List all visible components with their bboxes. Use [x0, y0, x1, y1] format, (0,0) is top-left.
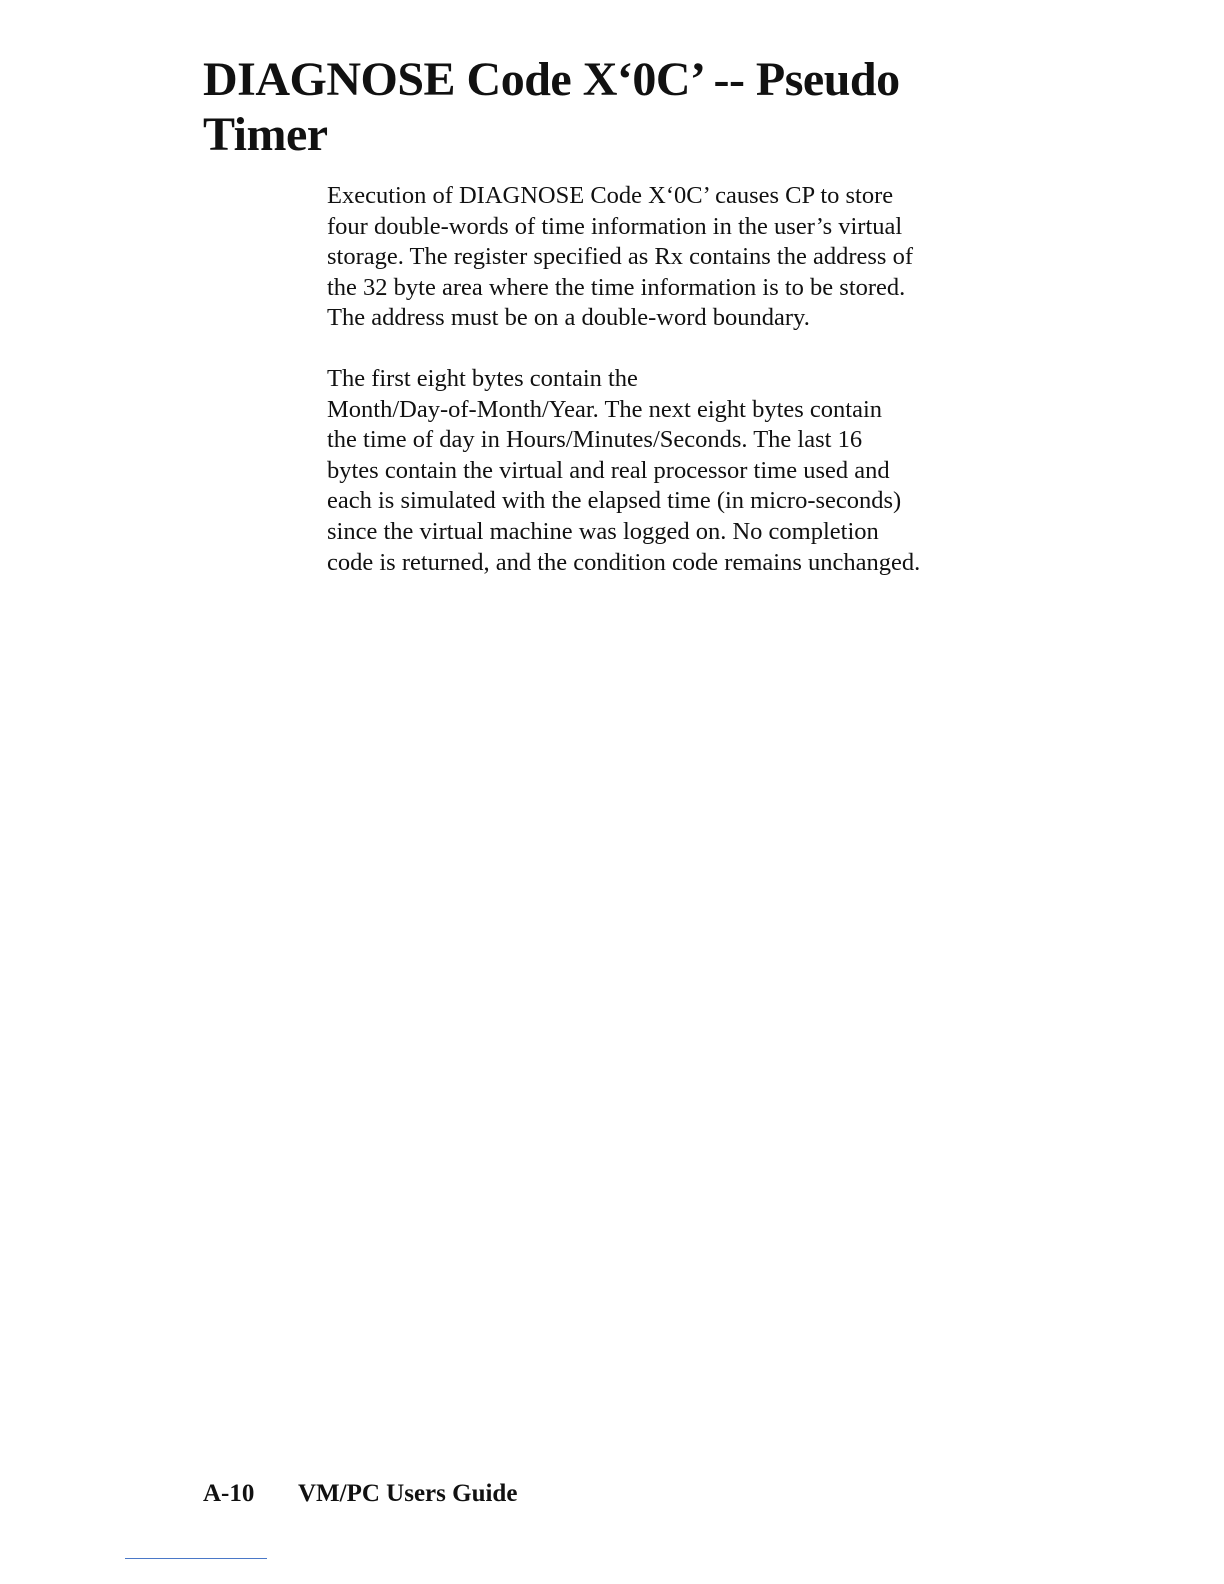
page-title [203, 52, 1023, 162]
text-line: the 32 byte area where the time information is to be stored. [327, 273, 906, 301]
paragraph-2 [327, 364, 1027, 578]
page-footer [203, 1478, 517, 1510]
text-line: Execution of DIAGNOSE Code X‘0C’ causes CP to store [327, 182, 894, 209]
bottom-rule-divider [125, 1558, 267, 1559]
text-line: code is returned, and the condition code remains unchanged. [327, 548, 921, 576]
body-text [327, 181, 1027, 608]
book-title: VM/PC Users Guide [298, 1480, 518, 1507]
page-title-line: Timer [203, 108, 328, 161]
text-line: The address must be on a double-word boundary. [327, 304, 810, 332]
text-line: bytes contain the virtual and real processor time used and [327, 456, 890, 484]
text-line: The first eight bytes contain the [327, 364, 638, 392]
text-line: since the virtual machine was logged on. No completion [327, 517, 879, 545]
text-line: four double-words of time information in the user’s virtual [327, 212, 903, 240]
text-line: the time of day in Hours/Minutes/Seconds. The last 16 [327, 426, 863, 454]
text-line: Month/Day-of-Month/Year. The next eight bytes contain [327, 395, 883, 423]
text-line: each is simulated with the elapsed time (in micro-seconds) [327, 487, 902, 515]
page-title-line: DIAGNOSE Code X‘0C’ -- Pseudo [203, 53, 900, 106]
paragraph-1 [327, 181, 1027, 334]
page-number: A-10 [203, 1480, 255, 1507]
text-line: storage. The register specified as Rx contains the address of [327, 243, 914, 271]
